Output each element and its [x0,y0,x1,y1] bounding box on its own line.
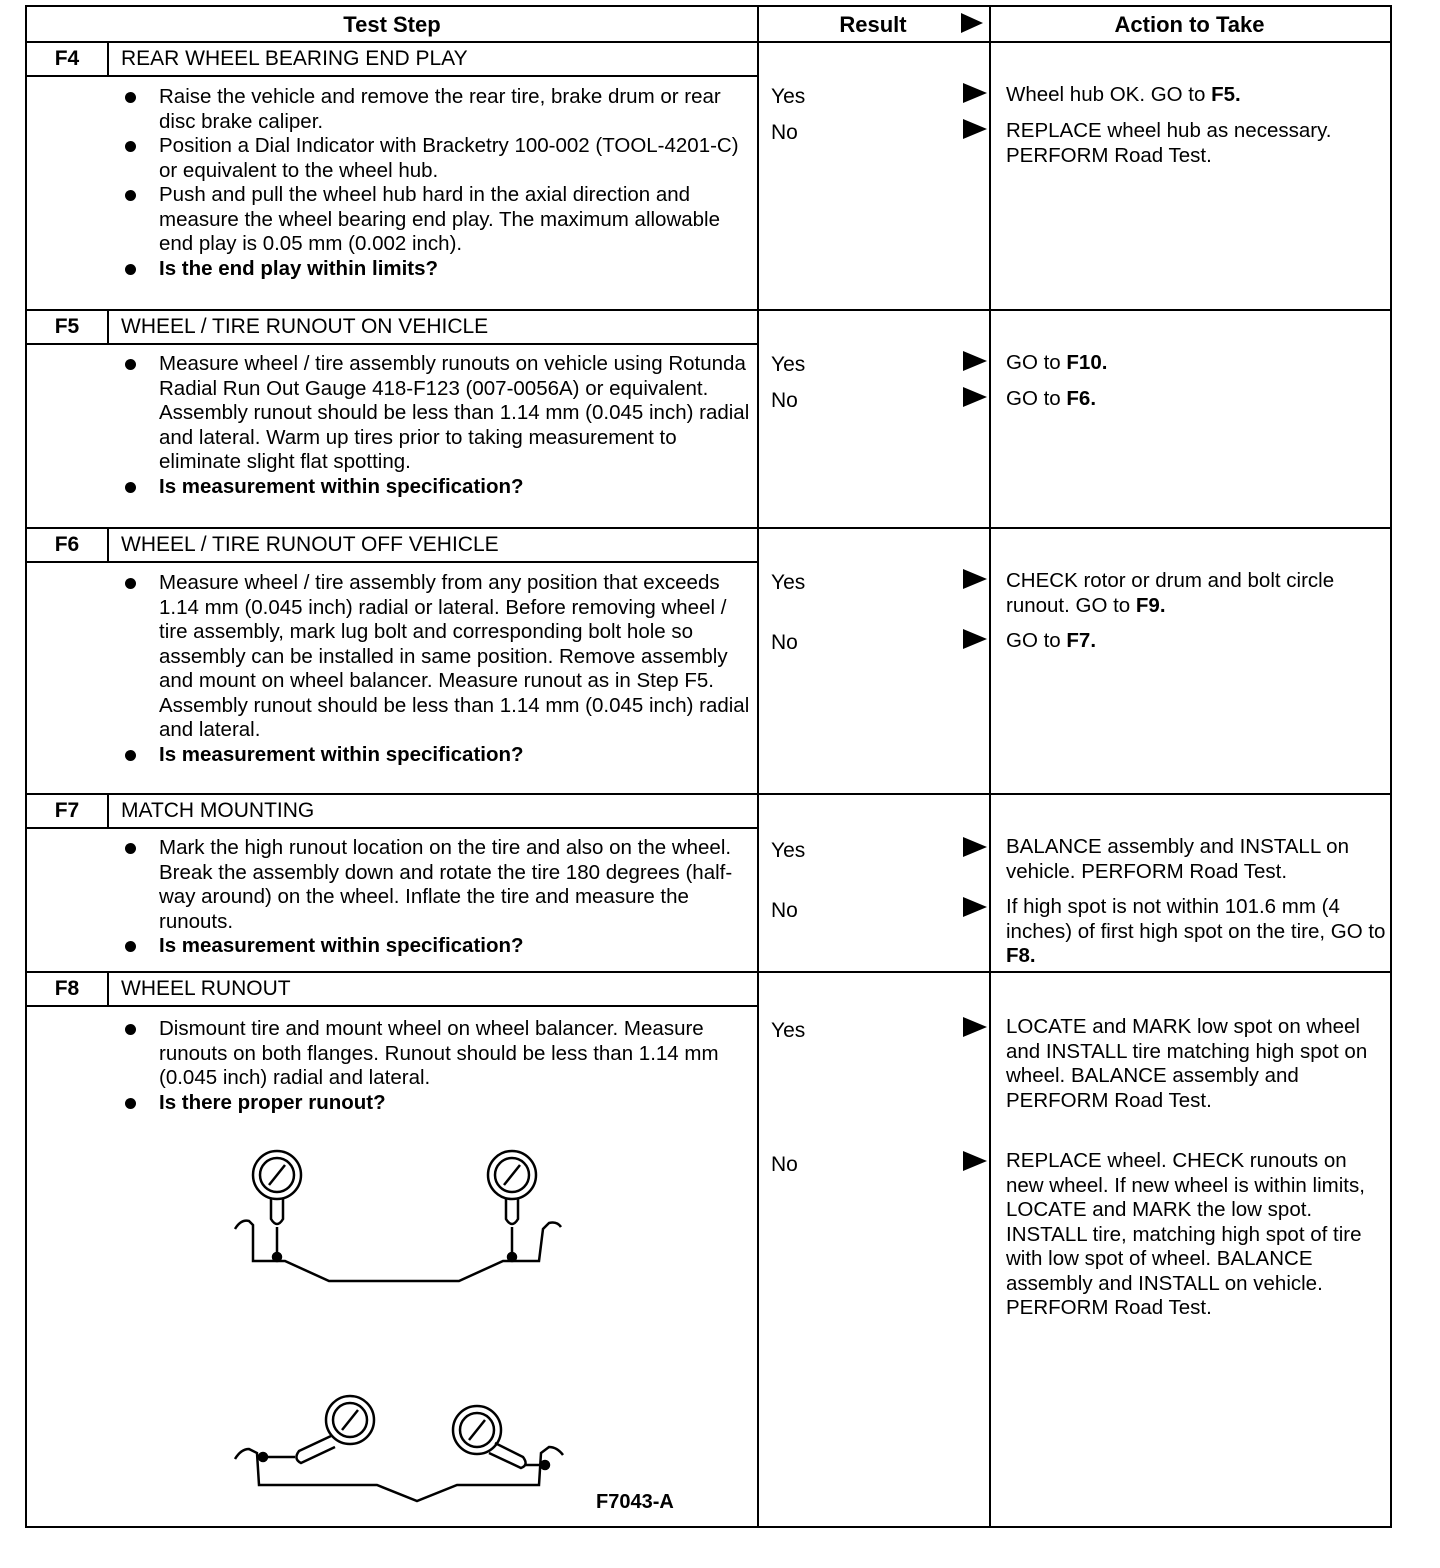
step-id: F5 [27,311,109,345]
header-test-step: Test Step [27,7,757,43]
header-action: Action to Take [989,7,1390,43]
step-id: F4 [27,43,109,77]
instruction-item: Raise the vehicle and remove the rear tire, brake drum or rear disc brake caliper. [117,85,757,134]
step-instructions [117,85,757,281]
step-instructions [117,1017,757,1115]
action-no: GO to F7. [1006,629,1097,652]
header-result-label: Result [839,12,907,37]
step-title: WHEEL / TIRE RUNOUT OFF VEHICLE [109,529,757,563]
instruction-item: Push and pull the wheel hub hard in the axial direction and measure the wheel bearing end play. The maximum allowable end play is 0.05 mm (0.002 inch). [117,183,757,257]
step-f7 [27,795,1390,973]
action-no: REPLACE wheel. CHECK runouts on new wheel. If new wheel is within limits, LOCATE and MARK the low spot. INSTALL tire, matching high spot of tire with low spot of wheel. BALANCE assembly and INSTALL on vehicle. PERFORM Road Test. [1006,1149,1365,1319]
step-question: Is measurement within specification? [117,743,757,768]
radial-runout-diagram [235,1151,561,1281]
step-title: MATCH MOUNTING [109,795,757,829]
result-no: No [771,1153,798,1176]
step-instructions [117,571,757,767]
arrow-right-icon [963,387,987,407]
action-no: If high spot is not within 101.6 mm (4 inches) of first high spot on the tire, GO to F8. [1006,895,1386,967]
action-no: REPLACE wheel hub as necessary. PERFORM Road Test. [1006,119,1332,167]
action-yes: BALANCE assembly and INSTALL on vehicle. PERFORM Road Test. [1006,835,1349,883]
header-arrow-icon [961,13,983,33]
arrow-right-icon [963,569,987,589]
result-yes: Yes [771,1019,806,1042]
header-result [757,7,989,43]
result-no: No [771,389,798,412]
action-yes: CHECK rotor or drum and bolt circle runout. GO to F9. [1006,569,1335,617]
step-question: Is the end play within limits? [117,257,757,282]
instruction-item: Dismount tire and mount wheel on wheel balancer. Measure runouts on both flanges. Runout should be less than 1.14 mm (0.045 inch) radial and lateral. [117,1017,757,1091]
arrow-right-icon [963,1151,987,1171]
action-yes: LOCATE and MARK low spot on wheel and INSTALL tire matching high spot on wheel. BALANCE assembly and PERFORM Road Test. [1006,1015,1368,1112]
figure-label: F7043-A [596,1491,674,1513]
step-f6 [27,529,1390,795]
wheel-runout-dial-indicator-illustration [227,1147,577,1517]
arrow-right-icon [963,1017,987,1037]
arrow-right-icon [963,119,987,139]
instruction-item: Measure wheel / tire assembly from any position that exceeds 1.14 mm (0.045 inch) radial or lateral. Before removing wheel / tire assembly, mark lug bolt and corresponding bolt hole so assembly can be installed in same position. Remove assembly and mount on wheel balancer. Measure runout as in Step F5. Assembly runout should be less than 1.14 mm (0.045 inch) radial and lateral. [117,571,757,743]
result-no: No [771,631,798,654]
step-id: F6 [27,529,109,563]
result-no: No [771,899,798,922]
diagnostic-table [25,5,1392,1528]
result-no: No [771,121,798,144]
lateral-runout-diagram [235,1396,563,1501]
result-yes: Yes [771,571,806,594]
action-no: GO to F6. [1006,387,1097,410]
step-title: WHEEL / TIRE RUNOUT ON VEHICLE [109,311,757,345]
step-f4 [27,43,1390,311]
step-title: REAR WHEEL BEARING END PLAY [109,43,757,77]
step-question: Is measurement within specification? [117,934,757,959]
step-id: F7 [27,795,109,829]
step-instructions [117,836,757,959]
step-question: Is there proper runout? [117,1091,757,1116]
instruction-item: Position a Dial Indicator with Bracketry 100-002 (TOOL-4201-C) or equivalent to the wheel hub. [117,134,757,183]
action-yes: Wheel hub OK. GO to F5. [1006,83,1241,106]
arrow-right-icon [963,351,987,371]
arrow-right-icon [963,83,987,103]
arrow-right-icon [963,897,987,917]
step-title: WHEEL RUNOUT [109,973,757,1007]
step-question: Is measurement within specification? [117,475,757,500]
step-id: F8 [27,973,109,1007]
action-yes: GO to F10. [1006,351,1108,374]
arrow-right-icon [963,629,987,649]
step-instructions [117,352,757,499]
result-yes: Yes [771,85,806,108]
result-yes: Yes [771,353,806,376]
step-f5 [27,311,1390,529]
result-yes: Yes [771,839,806,862]
arrow-right-icon [963,837,987,857]
instruction-item: Measure wheel / tire assembly runouts on vehicle using Rotunda Radial Run Out Gauge 418-F123 (007-0056A) or equivalent. Assembly runout should be less than 1.14 mm (0.045 inch) radial and lateral. Warm up tires prior to taking measurement to eliminate slight flat spotting. [117,352,757,475]
instruction-item: Mark the high runout location on the tire and also on the wheel. Break the assembly down and rotate the tire 180 degrees (half-way around) on the wheel. Inflate the tire and measure the runouts. [117,836,757,934]
